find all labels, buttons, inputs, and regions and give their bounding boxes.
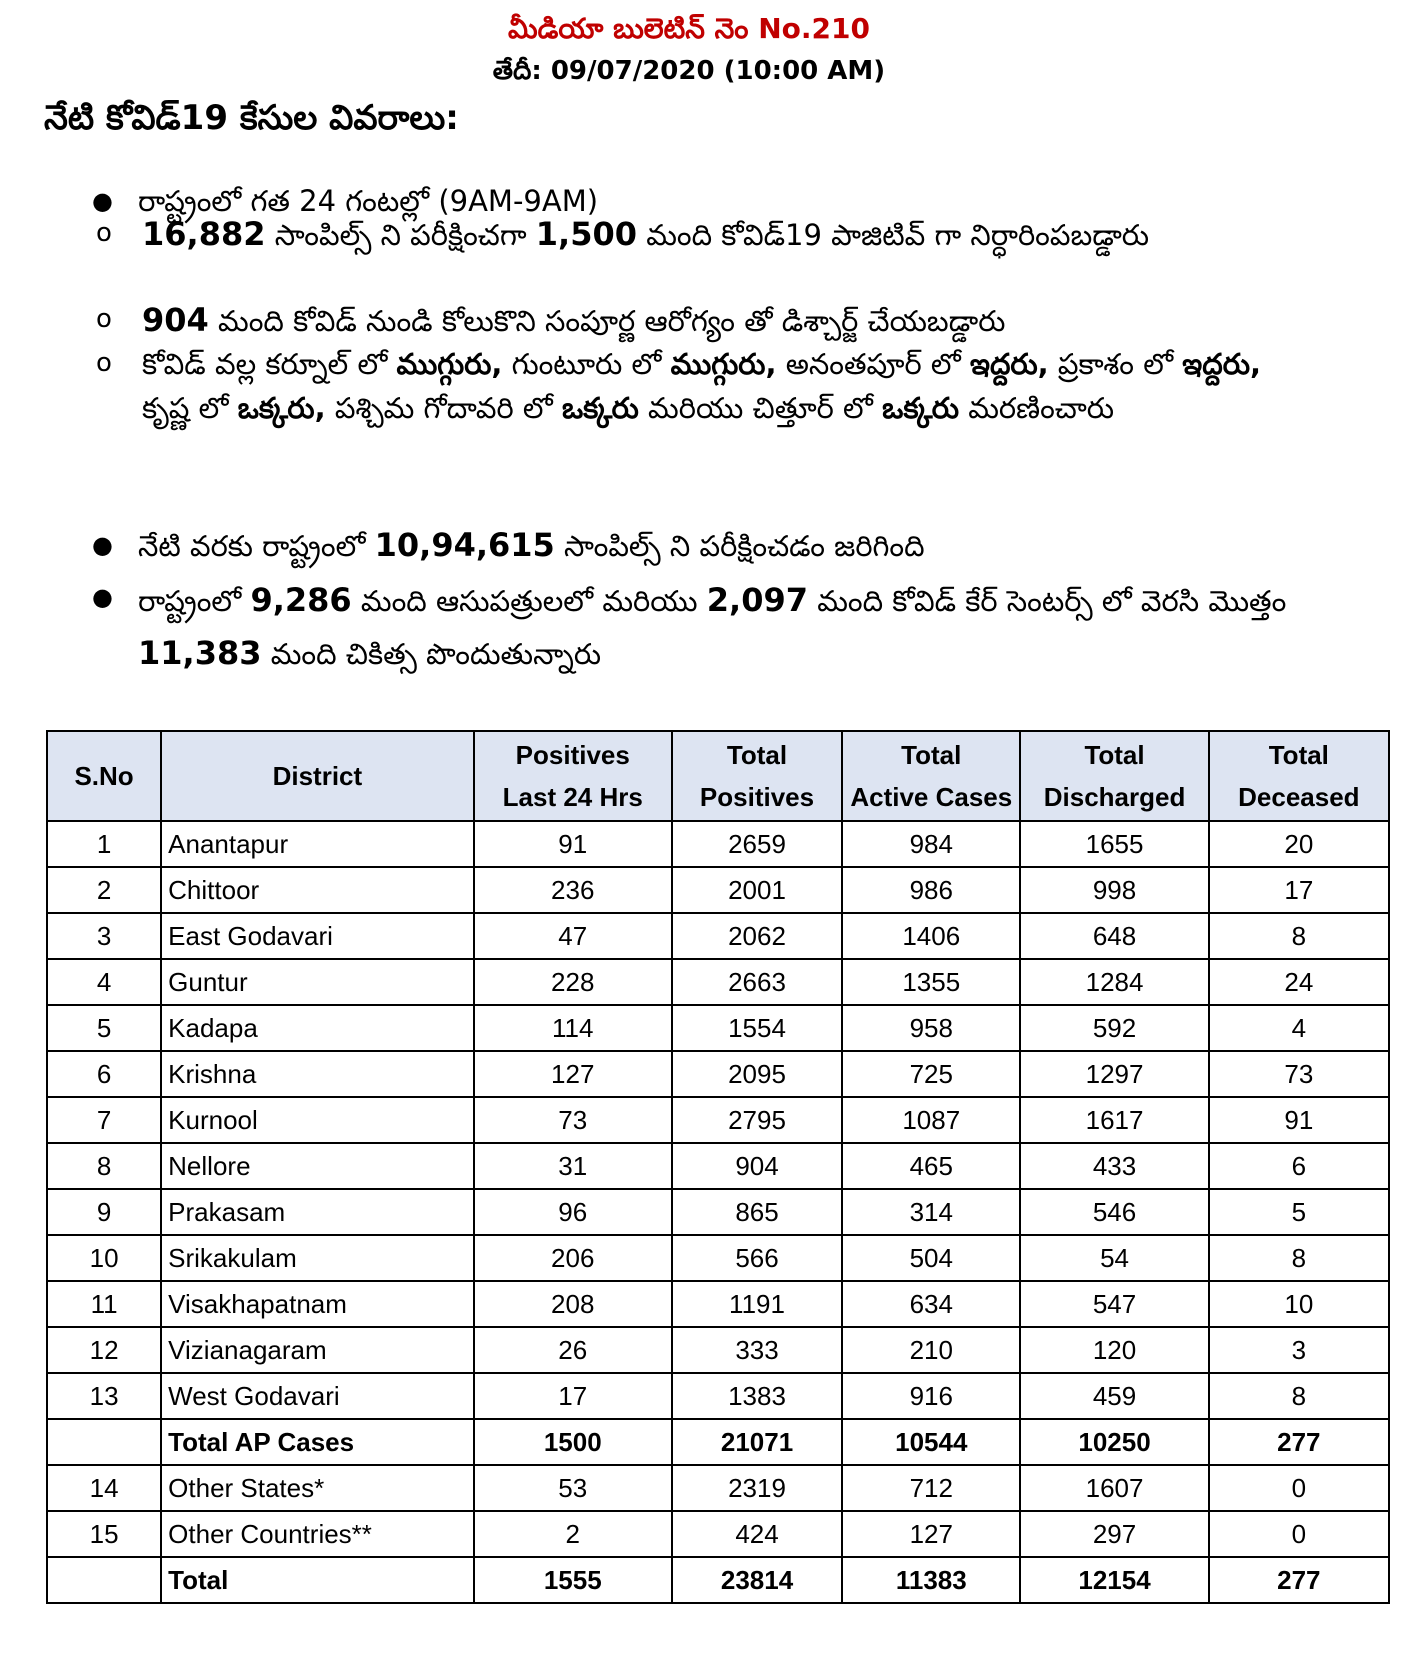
cell-positives-24h: 114 — [474, 1005, 672, 1051]
cell-deceased: 73 — [1209, 1051, 1389, 1097]
cell-deceased: 8 — [1209, 913, 1389, 959]
cell-positives-24h: 73 — [474, 1097, 672, 1143]
bullet-1-text: రాష్ట్రంలో గత 24 గంటల్లో (9AM-9AM) — [138, 184, 599, 218]
cell-district: Guntur — [161, 959, 473, 1005]
cell-sno: 11 — [47, 1281, 161, 1327]
table-row — [47, 1465, 1389, 1511]
deaths-text-1: కోవిడ్ వల్ల కర్నూల్ లో — [142, 347, 397, 381]
cell-discharged: 433 — [1020, 1143, 1208, 1189]
cell-deceased: 91 — [1209, 1097, 1389, 1143]
table-row — [47, 1189, 1389, 1235]
cell-district: Other Countries** — [161, 1511, 473, 1557]
cell-active-cases: 314 — [842, 1189, 1020, 1235]
deaths-west-godavari: ఒక్కరు — [561, 391, 639, 425]
cell-total-positives: 23814 — [672, 1557, 842, 1603]
cell-sno: 1 — [47, 821, 161, 867]
table-row — [47, 1051, 1389, 1097]
cell-positives-24h: 2 — [474, 1511, 672, 1557]
cell-district: West Godavari — [161, 1373, 473, 1419]
col-header-positives-24h — [474, 731, 672, 821]
cell-sno: 12 — [47, 1327, 161, 1373]
cell-total-positives: 2001 — [672, 867, 842, 913]
cell-discharged: 1284 — [1020, 959, 1208, 1005]
cell-sno: 3 — [47, 913, 161, 959]
cell-active-cases: 1355 — [842, 959, 1020, 1005]
cell-active-cases: 11383 — [842, 1557, 1020, 1603]
deaths-text-5: అనంతపూర్ లో — [776, 347, 970, 381]
cell-discharged: 1617 — [1020, 1097, 1208, 1143]
cell-positives-24h: 91 — [474, 821, 672, 867]
cell-sno: 7 — [47, 1097, 161, 1143]
cell-district: Vizianagaram — [161, 1327, 473, 1373]
total-treatment-count: 11,383 — [138, 634, 262, 672]
deaths-text-13: మరియు చిత్తూర్ లో — [638, 391, 883, 425]
table-row — [47, 821, 1389, 867]
samples-tested: 16,882 — [142, 215, 266, 253]
cell-district: Krishna — [161, 1051, 473, 1097]
cell-positives-24h: 206 — [474, 1235, 672, 1281]
cell-sno: 5 — [47, 1005, 161, 1051]
cell-positives-24h: 127 — [474, 1051, 672, 1097]
cell-discharged: 12154 — [1020, 1557, 1208, 1603]
table-row — [47, 1097, 1389, 1143]
sub-bullet-2 — [142, 298, 1292, 343]
cell-active-cases: 725 — [842, 1051, 1020, 1097]
cell-deceased: 0 — [1209, 1465, 1389, 1511]
cell-active-cases: 984 — [842, 821, 1020, 867]
cell-district: Prakasam — [161, 1189, 473, 1235]
sub1-text-a: సాంపిల్స్ ని పరీక్షించగా — [265, 218, 536, 252]
sub2-text: మంది కోవిడ్ నుండి కోలుకొని సంపూర్ణ ఆరోగ్యం తో డిశ్చార్జ్ చేయబడ్డారు — [208, 304, 1006, 338]
cell-total-positives: 424 — [672, 1511, 842, 1557]
cell-district: Visakhapatnam — [161, 1281, 473, 1327]
cell-sno: 15 — [47, 1511, 161, 1557]
cell-active-cases: 465 — [842, 1143, 1020, 1189]
table-header-row — [47, 731, 1389, 821]
cell-sno: 13 — [47, 1373, 161, 1419]
b3-text-c: మంది ఆసుపత్రులలో మరియు — [351, 584, 707, 618]
header-line: Total — [1268, 740, 1329, 770]
cell-total-positives: 1191 — [672, 1281, 842, 1327]
col-header-deceased — [1209, 731, 1389, 821]
cell-positives-24h: 228 — [474, 959, 672, 1005]
cell-discharged: 459 — [1020, 1373, 1208, 1419]
cell-sno: 4 — [47, 959, 161, 1005]
header-line: Total — [1084, 740, 1145, 770]
cell-discharged: 1297 — [1020, 1051, 1208, 1097]
cell-total-positives: 1383 — [672, 1373, 842, 1419]
care-centre-count: 2,097 — [706, 581, 808, 619]
sub-bullet-3 — [142, 342, 1292, 430]
cell-discharged: 1655 — [1020, 821, 1208, 867]
cell-district: Other States* — [161, 1465, 473, 1511]
cell-discharged: 54 — [1020, 1235, 1208, 1281]
date-value: 09/07/2020 (10:00 AM) — [550, 56, 886, 86]
header-line: Positives — [699, 782, 815, 812]
cell-district: Total — [161, 1557, 473, 1603]
deaths-text-7: ప్రకాశం లో — [1048, 347, 1183, 381]
cell-sno: 8 — [47, 1143, 161, 1189]
bullet-2-text — [138, 522, 1378, 569]
sub-bullet-marker: o — [96, 304, 112, 334]
cell-sno: 14 — [47, 1465, 161, 1511]
cell-active-cases: 504 — [842, 1235, 1020, 1281]
deaths-prakasam: ఇద్దరు, — [1182, 347, 1261, 381]
bullet-dot: ● — [92, 583, 113, 611]
cell-active-cases: 916 — [842, 1373, 1020, 1419]
cell-total-positives: 865 — [672, 1189, 842, 1235]
cell-deceased: 5 — [1209, 1189, 1389, 1235]
col-header-sno: S.No — [47, 731, 161, 821]
cell-total-positives: 2095 — [672, 1051, 842, 1097]
table-row — [47, 1327, 1389, 1373]
cell-active-cases: 127 — [842, 1511, 1020, 1557]
header-line: Deceased — [1238, 782, 1360, 812]
cell-district: Kurnool — [161, 1097, 473, 1143]
cell-deceased: 10 — [1209, 1281, 1389, 1327]
cell-total-positives: 904 — [672, 1143, 842, 1189]
cell-district: Chittoor — [161, 867, 473, 913]
cell-deceased: 4 — [1209, 1005, 1389, 1051]
cell-deceased: 6 — [1209, 1143, 1389, 1189]
cell-district: East Godavari — [161, 913, 473, 959]
table-row — [47, 1557, 1389, 1603]
cell-positives-24h: 26 — [474, 1327, 672, 1373]
cell-sno: 6 — [47, 1051, 161, 1097]
total-samples: 10,94,615 — [374, 526, 555, 564]
table-row — [47, 1235, 1389, 1281]
cell-sno — [47, 1557, 161, 1603]
cell-discharged: 546 — [1020, 1189, 1208, 1235]
b3-text-a: రాష్ట్రంలో — [138, 584, 251, 618]
cell-discharged: 1607 — [1020, 1465, 1208, 1511]
cell-district: Nellore — [161, 1143, 473, 1189]
cell-discharged: 648 — [1020, 913, 1208, 959]
cell-active-cases: 986 — [842, 867, 1020, 913]
cell-positives-24h: 53 — [474, 1465, 672, 1511]
cell-active-cases: 210 — [842, 1327, 1020, 1373]
cell-discharged: 120 — [1020, 1327, 1208, 1373]
cell-total-positives: 2062 — [672, 913, 842, 959]
table-row — [47, 1005, 1389, 1051]
cell-active-cases: 958 — [842, 1005, 1020, 1051]
header-line: Total — [726, 740, 788, 770]
header-line: Active Cases — [850, 782, 1013, 812]
deaths-krishna: ఒక్కరు, — [237, 391, 326, 425]
cell-positives-24h: 96 — [474, 1189, 672, 1235]
deaths-text-15: మరణించారు — [959, 391, 1114, 425]
b3-text-e: మంది కోవిడ్ కేర్ సెంటర్స్ లో వెరసి మొత్తం — [808, 584, 1287, 618]
table-row — [47, 1419, 1389, 1465]
cell-active-cases: 1087 — [842, 1097, 1020, 1143]
sub-bullet-marker: o — [96, 218, 112, 248]
cell-positives-24h: 47 — [474, 913, 672, 959]
cell-deceased: 3 — [1209, 1327, 1389, 1373]
cell-total-positives: 2663 — [672, 959, 842, 1005]
cell-total-positives: 2795 — [672, 1097, 842, 1143]
cell-positives-24h: 208 — [474, 1281, 672, 1327]
cell-positives-24h: 1555 — [474, 1557, 672, 1603]
cell-sno: 2 — [47, 867, 161, 913]
cell-discharged: 10250 — [1020, 1419, 1208, 1465]
col-header-district: District — [161, 731, 473, 821]
cell-district: Srikakulam — [161, 1235, 473, 1281]
deaths-anantapur: ఇద్దరు, — [969, 347, 1049, 381]
cell-positives-24h: 236 — [474, 867, 672, 913]
sub1-text-b: మంది కోవిడ్19 పాజిటివ్ గా నిర్ధారింపబడ్డారు — [637, 218, 1150, 252]
table-row — [47, 1281, 1389, 1327]
cell-active-cases: 10544 — [842, 1419, 1020, 1465]
table-row — [47, 1511, 1389, 1557]
deaths-text-3: గుంటూరు లో — [502, 347, 671, 381]
table-row — [47, 867, 1389, 913]
cell-active-cases: 712 — [842, 1465, 1020, 1511]
cell-discharged: 998 — [1020, 867, 1208, 913]
hospital-count: 9,286 — [250, 581, 352, 619]
cell-positives-24h: 17 — [474, 1373, 672, 1419]
cell-deceased: 8 — [1209, 1235, 1389, 1281]
bullet-dot: ● — [92, 187, 113, 215]
table-row — [47, 1143, 1389, 1189]
cell-deceased: 277 — [1209, 1419, 1389, 1465]
b2-text-c: సాంపిల్స్ ని పరీక్షించడం జరిగింది — [554, 529, 925, 563]
bullet-3-text — [138, 574, 1378, 680]
col-header-active-cases — [842, 731, 1020, 821]
bulletin-date — [0, 56, 1378, 92]
header-line: Discharged — [1043, 782, 1186, 812]
district-cases-table — [46, 730, 1390, 1604]
cell-district: Anantapur — [161, 821, 473, 867]
cell-total-positives: 566 — [672, 1235, 842, 1281]
header-line: Positives — [515, 740, 630, 770]
cell-district: Kadapa — [161, 1005, 473, 1051]
section-heading: నేటి కోవిడ్19 కేసుల వివరాలు: — [44, 98, 459, 138]
deaths-kurnool: ముగ్గురు, — [396, 347, 503, 381]
cell-sno: 9 — [47, 1189, 161, 1235]
deaths-text-11: పశ్చిమ గోదావరి లో — [325, 391, 562, 425]
cell-total-positives: 333 — [672, 1327, 842, 1373]
cell-deceased: 20 — [1209, 821, 1389, 867]
bulletin-title: మీడియా బులెటిన్ నెం No.210 — [507, 12, 870, 45]
date-label: తేదీ: — [492, 56, 542, 86]
positives-count: 1,500 — [535, 215, 637, 253]
cell-total-positives: 2319 — [672, 1465, 842, 1511]
sub-bullet-marker: o — [96, 348, 112, 378]
cell-sno: 10 — [47, 1235, 161, 1281]
deaths-guntur: ముగ్గురు, — [670, 347, 777, 381]
cell-discharged: 297 — [1020, 1511, 1208, 1557]
b3-text-g: మంది చికిత్స పొందుతున్నారు — [261, 637, 602, 671]
cell-discharged: 547 — [1020, 1281, 1208, 1327]
bullet-dot: ● — [92, 531, 113, 559]
b2-text-a: నేటి వరకు రాష్ట్రంలో — [138, 529, 375, 563]
cell-positives-24h: 1500 — [474, 1419, 672, 1465]
table-row — [47, 913, 1389, 959]
cell-active-cases: 1406 — [842, 913, 1020, 959]
table-row — [47, 1373, 1389, 1419]
cell-deceased: 24 — [1209, 959, 1389, 1005]
cell-deceased: 0 — [1209, 1511, 1389, 1557]
sub-bullet-1 — [142, 212, 1292, 257]
cell-sno — [47, 1419, 161, 1465]
cell-total-positives: 2659 — [672, 821, 842, 867]
table-row — [47, 959, 1389, 1005]
header-line: Last 24 Hrs — [502, 782, 643, 812]
discharged-count: 904 — [142, 301, 209, 339]
deaths-chittoor: ఒక్కరు — [882, 391, 960, 425]
cell-active-cases: 634 — [842, 1281, 1020, 1327]
cell-total-positives: 1554 — [672, 1005, 842, 1051]
col-header-discharged — [1020, 731, 1208, 821]
cell-deceased: 17 — [1209, 867, 1389, 913]
cell-deceased: 277 — [1209, 1557, 1389, 1603]
deaths-text-9: కృష్ణ లో — [142, 391, 238, 425]
header-line: Total — [901, 740, 962, 770]
cell-district: Total AP Cases — [161, 1419, 473, 1465]
cell-discharged: 592 — [1020, 1005, 1208, 1051]
cell-total-positives: 21071 — [672, 1419, 842, 1465]
cell-positives-24h: 31 — [474, 1143, 672, 1189]
cell-deceased: 8 — [1209, 1373, 1389, 1419]
table-body — [47, 821, 1389, 1603]
col-header-total-positives — [672, 731, 842, 821]
